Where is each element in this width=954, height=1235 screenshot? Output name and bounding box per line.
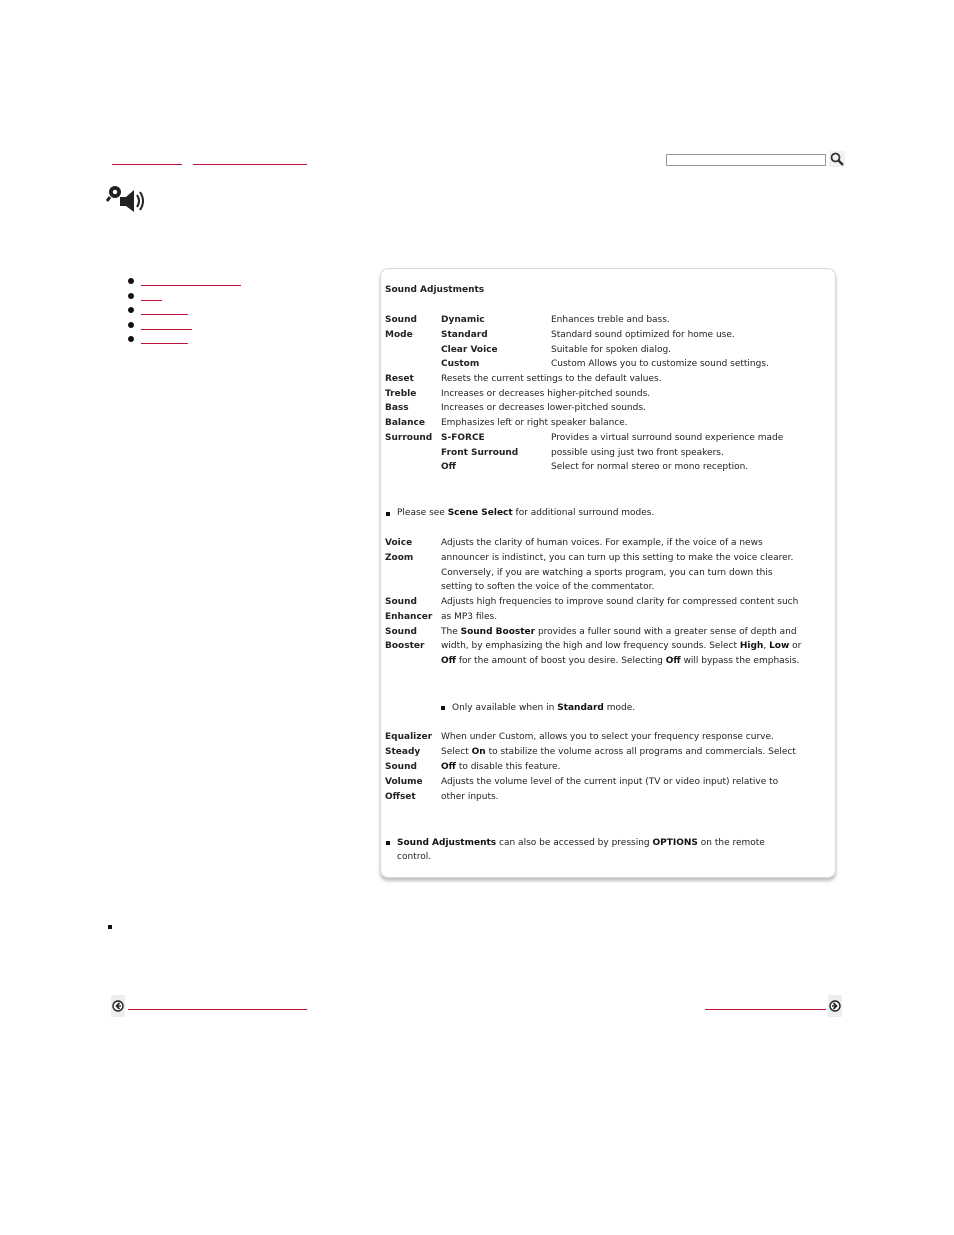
label-bass: Bass bbox=[385, 403, 409, 413]
label-mode: Mode bbox=[385, 330, 413, 340]
desc-reset: Resets the current settings to the default values. bbox=[441, 374, 662, 384]
breadcrumb-link-1[interactable] bbox=[112, 164, 182, 165]
desc-surround-3: Select for normal stereo or mono reception. bbox=[551, 462, 749, 472]
opt-custom: Custom bbox=[441, 359, 480, 369]
arrow-right-icon[interactable] bbox=[828, 995, 842, 1017]
note-bullet bbox=[441, 706, 445, 710]
desc-voice-zoom-2: announcer is indistinct, you can turn up this setting to make the voice clearer. bbox=[441, 553, 794, 563]
label-sound-3: Sound bbox=[385, 627, 417, 637]
footer-bullet bbox=[108, 925, 112, 929]
arrow-left-icon[interactable] bbox=[111, 995, 125, 1017]
desc-volume-1: Adjusts the volume level of the current input (TV or video input) relative to bbox=[441, 777, 779, 787]
label-sound-4: Sound bbox=[385, 762, 417, 772]
label-voice: Voice bbox=[385, 538, 413, 548]
desc-booster-2: width, by emphasizing the high and low frequency sounds. Select High, Low or bbox=[441, 641, 802, 651]
note-bullet bbox=[386, 512, 390, 516]
label-surround: Surround bbox=[385, 433, 433, 443]
desc-clear-voice: Suitable for spoken dialog. bbox=[551, 345, 672, 355]
label-zoom: Zoom bbox=[385, 553, 414, 563]
label-booster: Booster bbox=[385, 641, 425, 651]
note-standard-mode: Only available when in Standard mode. bbox=[452, 703, 636, 713]
desc-custom: Custom Allows you to customize sound settings. bbox=[551, 359, 769, 369]
label-sound-2: Sound bbox=[385, 597, 417, 607]
desc-voice-zoom-1: Adjusts the clarity of human voices. For example, if the voice of a news bbox=[441, 538, 763, 548]
note-options: Sound Adjustments can also be accessed by pressing OPTIONS on the remote bbox=[397, 838, 765, 848]
note-scene-select: Please see Scene Select for additional surround modes. bbox=[397, 508, 655, 518]
desc-booster-3: Off for the amount of boost you desire. Selecting Off will bypass the emphasis. bbox=[441, 656, 800, 666]
label-reset: Reset bbox=[385, 374, 414, 384]
opt-off: Off bbox=[441, 462, 456, 472]
opt-standard: Standard bbox=[441, 330, 488, 340]
desc-surround-1: Provides a virtual surround sound experience made bbox=[551, 433, 784, 443]
opt-clear-voice: Clear Voice bbox=[441, 345, 498, 355]
desc-booster-1: The Sound Booster provides a fuller sound with a greater sense of depth and bbox=[441, 627, 797, 637]
settings-sound-icon bbox=[106, 184, 146, 214]
search-input[interactable] bbox=[666, 154, 826, 166]
label-enhancer: Enhancer bbox=[385, 612, 433, 622]
next-link[interactable] bbox=[705, 1009, 826, 1010]
desc-standard: Standard sound optimized for home use. bbox=[551, 330, 735, 340]
breadcrumb-link-2[interactable] bbox=[193, 164, 307, 165]
label-steady: Steady bbox=[385, 747, 421, 757]
note-options-2: control. bbox=[397, 852, 432, 862]
prev-link[interactable] bbox=[128, 1009, 307, 1010]
label-sound: Sound bbox=[385, 315, 417, 325]
label-treble: Treble bbox=[385, 389, 417, 399]
label-volume: Volume bbox=[385, 777, 423, 787]
desc-balance: Emphasizes left or right speaker balance. bbox=[441, 418, 628, 428]
desc-enhancer-2: as MP3 files. bbox=[441, 612, 498, 622]
label-balance: Balance bbox=[385, 418, 425, 428]
desc-treble: Increases or decreases higher-pitched sounds. bbox=[441, 389, 651, 399]
desc-surround-2: possible using just two front speakers. bbox=[551, 448, 724, 458]
opt-front-surround: Front Surround bbox=[441, 448, 519, 458]
label-offset: Offset bbox=[385, 792, 416, 802]
opt-s-force: S-FORCE bbox=[441, 433, 485, 443]
desc-steady-2: Off to disable this feature. bbox=[441, 762, 561, 772]
desc-voice-zoom-4: setting to soften the voice of the commentator. bbox=[441, 582, 655, 592]
desc-volume-2: other inputs. bbox=[441, 792, 499, 802]
label-equalizer: Equalizer bbox=[385, 732, 433, 742]
desc-equalizer: When under Custom, allows you to select your frequency response curve. bbox=[441, 732, 774, 742]
opt-dynamic: Dynamic bbox=[441, 315, 485, 325]
desc-bass: Increases or decreases lower-pitched sounds. bbox=[441, 403, 646, 413]
desc-dynamic: Enhances treble and bass. bbox=[551, 315, 670, 325]
panel-title: Sound Adjustments bbox=[385, 285, 485, 295]
desc-enhancer-1: Adjusts high frequencies to improve sound clarity for compressed content such bbox=[441, 597, 799, 607]
note-bullet bbox=[386, 841, 390, 845]
desc-voice-zoom-3: Conversely, if you are watching a sports program, you can turn down this bbox=[441, 568, 773, 578]
desc-steady-1: Select On to stabilize the volume across all programs and commercials. Select bbox=[441, 747, 796, 757]
magnifier-icon[interactable] bbox=[829, 151, 845, 167]
